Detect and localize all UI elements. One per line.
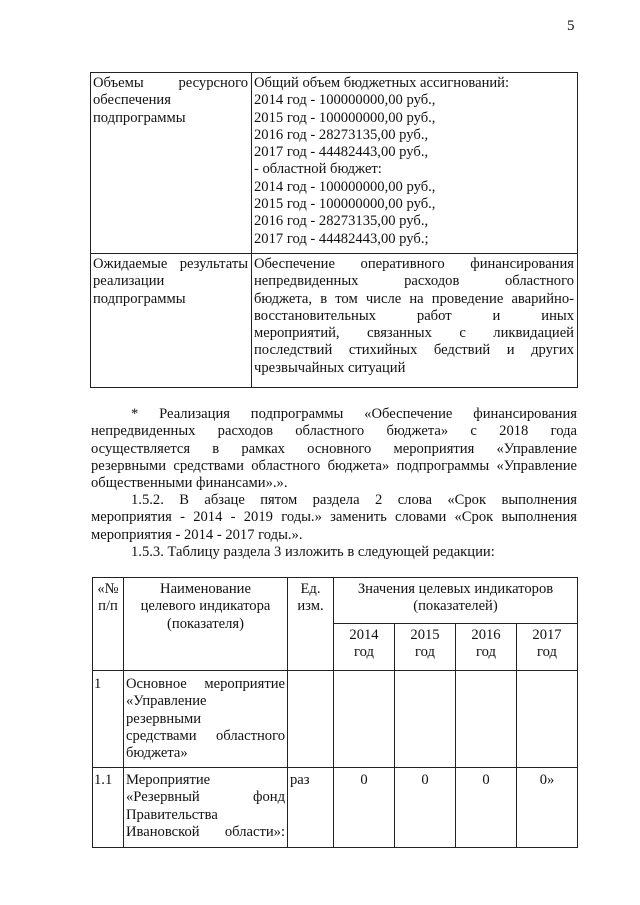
text-line: чрезвычайных ситуаций <box>254 359 406 376</box>
text-line: 1.5.2. В абзаце пятом раздела 2 слова «Срок выполнения <box>131 492 577 508</box>
row-value-2015: 0 <box>421 772 429 788</box>
text-line: Правительства <box>126 806 218 823</box>
text-line: обеспечения <box>93 92 171 109</box>
page-number: 5 <box>567 18 575 34</box>
text-line: целевого индикатора <box>140 598 271 615</box>
text-line: п/п <box>98 598 118 615</box>
text-line: мероприятий, связанных с ликвидацией <box>254 325 574 342</box>
header-unit <box>288 581 333 616</box>
text-line: 2017 год - 44482443,00 руб., <box>254 144 429 161</box>
text-line: «Резервный фонд <box>126 789 285 806</box>
header-values <box>334 581 577 616</box>
text-line: Наименование <box>160 581 251 597</box>
row-value-2016: 0 <box>482 772 490 788</box>
text-line: изм. <box>297 598 324 615</box>
text-line: реализации <box>93 273 165 290</box>
resources-label <box>93 75 248 127</box>
text-line: Значения целевых индикаторов <box>357 581 554 597</box>
row-unit: раз <box>290 772 310 788</box>
text-line: мероприятия - 2014 - 2017 годы.». <box>91 526 303 543</box>
row-num: 1 <box>94 676 102 692</box>
paragraph-1-5-2 <box>91 492 577 544</box>
text-line: Ивановской области»: <box>126 823 285 840</box>
text-line: «Управление <box>126 693 207 710</box>
header-year-2015 <box>395 627 455 662</box>
text-line: непредвиденных расходов областного <box>254 273 574 290</box>
text-line: подпрограммы <box>93 109 186 126</box>
row-value-2017: 0» <box>539 772 555 788</box>
text-line: мероприятия - 2014 - 2019 годы.» заменить словами «Срок выполнения <box>91 509 577 526</box>
text-line: Обеспечение оперативного финансирования <box>254 256 574 272</box>
text-line: резервными <box>126 710 202 727</box>
footnote-paragraph <box>91 406 577 492</box>
expected-results-label <box>93 256 248 308</box>
text-line: Ед. <box>300 581 321 597</box>
text-line: 2017 год - 44482443,00 руб.; <box>254 230 429 247</box>
text-line: год <box>537 644 557 661</box>
text-line: 2014 год - 100000000,00 руб., <box>254 92 436 109</box>
text-line: Ожидаемые результаты <box>93 256 248 272</box>
text-line: год <box>354 644 374 661</box>
paragraph-1-5-3 <box>91 544 577 561</box>
text-line: - областной бюджет: <box>254 161 382 178</box>
row-name <box>126 676 285 762</box>
row-name <box>126 772 285 841</box>
header-year-2016 <box>456 627 516 662</box>
text-line: 2015 год - 100000000,00 руб., <box>254 109 436 126</box>
text-line: год <box>415 644 435 661</box>
header-year-2014 <box>334 627 394 662</box>
text-line: «№ <box>97 581 119 597</box>
text-line: непредвиденных расходов областного бюджета» с 2018 года <box>91 423 577 440</box>
text-line: 2016 год - 28273135,00 руб., <box>254 213 429 230</box>
text-line: бюджета, в том числе на проведение аварийно- <box>254 290 574 307</box>
header-name <box>124 581 287 633</box>
text-line: резервными средствами областного бюджета» подпрограммы «Управление <box>91 457 577 474</box>
text-line: осуществляется в рамках основного мероприятия «Управление <box>91 440 577 457</box>
text-line: Мероприятие <box>126 772 211 788</box>
text-line: (показателя) <box>167 615 244 632</box>
text-line: подпрограммы <box>93 290 186 307</box>
text-line: Основное мероприятие <box>126 676 285 692</box>
text-line: восстановительных работ и иных <box>254 307 574 324</box>
row-value-2014: 0 <box>360 772 368 788</box>
text-line: Общий объем бюджетных ассигнований: <box>254 75 510 91</box>
header-year-2017 <box>517 627 577 662</box>
text-line: Объемы ресурсного <box>93 75 248 91</box>
text-line: 2014 <box>349 627 379 643</box>
text-line: бюджета» <box>126 745 188 762</box>
text-line: 2017 <box>532 627 562 643</box>
text-line: средствами областного <box>126 727 285 744</box>
text-line: (показателей) <box>413 598 498 615</box>
text-line: 2016 <box>471 627 501 643</box>
row-num: 1.1 <box>94 772 113 788</box>
text-line: 1.5.3. Таблицу раздела 3 изложить в следующей редакции: <box>131 544 495 560</box>
header-num <box>93 581 123 616</box>
resources-value <box>254 75 574 248</box>
text-line: год <box>476 644 496 661</box>
expected-results-value <box>254 256 574 377</box>
text-line: 2016 год - 28273135,00 руб., <box>254 126 429 143</box>
text-line: общественными финансами».». <box>91 475 288 492</box>
text-line: 2014 год - 100000000,00 руб., <box>254 178 436 195</box>
text-line: последствий стихийных бедствий и других <box>254 342 574 359</box>
text-line: * Реализация подпрограммы «Обеспечение финансирования <box>131 406 577 422</box>
text-line: 2015 <box>410 627 440 643</box>
text-line: 2015 год - 100000000,00 руб., <box>254 196 436 213</box>
